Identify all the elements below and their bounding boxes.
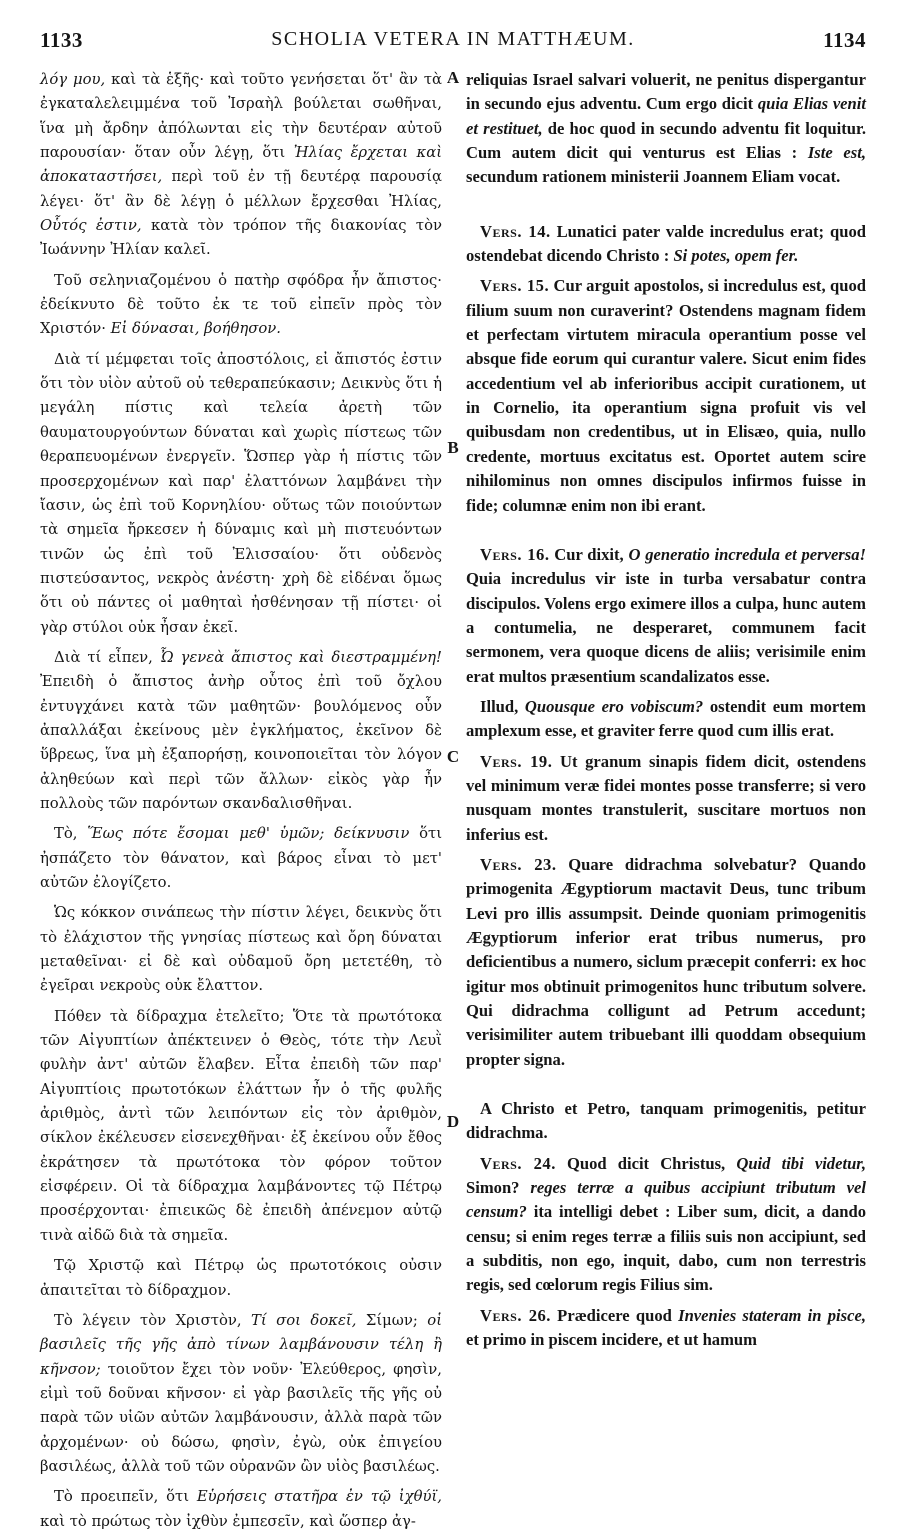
verse-label: Vers. 16. (480, 544, 550, 564)
greek-text: Σίμων; (356, 1311, 428, 1329)
greek-text: Τοῦ σεληνιαζομένου ὁ πατὴρ σφόδρα ἦν ἄπιστος· ἐδείκνυτο δὲ τοῦτο ἐκ τε τοῦ εἰπεῖν πρὸς τὸν Χριστόν· (40, 271, 442, 338)
greek-text: Τὸ, (54, 825, 88, 843)
latin-text: ita intelligi debet : Liber sum, dicit, a dando censu; si enim reges terræ a filiis suis non accipiunt, sed a subditis, non ego, inquit, dabo, cum non terrestris regis, sed cœlorum regis Filius sim. (466, 1202, 866, 1295)
greek-italic: Τί σοι δοκεῖ, (251, 1311, 357, 1329)
latin-text: et primo in piscem incidere, et ut hamum (466, 1330, 757, 1350)
latin-text: reliquias Israel salvari voluerit, ne penitus dispergantur in secundo ejus adventu. Cum ergo dicit (466, 70, 866, 114)
greek-column (40, 68, 442, 1534)
latin-text: Ut granum sinapis fidem dicit, ostendens vel minimum veræ fidei montes posse transferre; si vero nusquam montes transtulerit, suscitare mortuos non inferius est. (466, 751, 866, 844)
verse-label: Vers. 14. (480, 221, 551, 241)
latin-text: A Christo et Petro, tanquam primogenitis, petitur didrachma. (466, 1099, 866, 1143)
latin-paragraph (466, 1152, 866, 1298)
greek-italic: Ὦ γενεὰ ἄπιστος καὶ διεστραμμένη! (159, 648, 442, 666)
latin-text: Prædicere quod (550, 1305, 679, 1325)
page-number-left: 1133 (40, 28, 83, 52)
greek-text: Τὸ προειπεῖν, ὅτι (54, 1488, 197, 1506)
margin-marker-c: C (446, 747, 460, 766)
greek-text: κατὰ τὸν τρόπον τῆς διακονίας τὸν Ἰωάννην Ἠλίαν καλεῖ. (40, 217, 442, 259)
latin-paragraph (466, 1097, 866, 1146)
greek-italic: Οὗτός ἐστιν, (40, 217, 142, 235)
greek-italic: Ἠλίας ἔρχεται καὶ ἀποκαταστήσει, (40, 144, 442, 186)
greek-text: Διὰ τί μέμφεται τοῖς ἀποστόλοις, εἰ ἄπιστός ἐστιν ὅτι τὸν υἱὸν αὐτοῦ οὐ τεθεραπεύκασιν; Δεικνὺς ὅτι ἡ μεγάλη πίστις καὶ τελεία ἀρετὴ τῶν θαυματουργούντων δύναται καὶ χωρὶς πίστεως τῶν θεραπευομένων ἐνεργεῖν. Ὥσπερ γὰρ ἡ πίστις τῶν προσερχομένων καὶ παρ' ἐλαττόνων λαμβάνει τὴν ἴασιν, ὡς ἐπὶ τοῦ Κορνηλίου· οὕτως τῶν ποιούντων τὰ σημεῖα ἤρκεσεν ἡ δύναμις καὶ μὴ πιστευόντων τινῶν ὡς ἐπὶ τοῦ Ἐλισσαίου· ὅτι οὐδενὸς πιστεύσαντος, νεκρὸς ἀνέστη· χρὴ δὲ εἰδέναι ὅμως ὅτι οὐ πάντες οἱ μαθηταὶ ἠσθένησαν τῇ πίστει· οἱ γὰρ στύλοι οὐκ ἦσαν ἐκεῖ. (40, 350, 442, 636)
latin-italic: Invenies stateram in pisce, (678, 1305, 866, 1325)
latin-italic: Iste est, (807, 143, 867, 163)
greek-text: Πόθεν τὰ δίδραχμα ἐτελεῖτο; Ὅτε τὰ πρωτότοκα τῶν Αἰγυπτίων ἀπέκτεινεν ὁ Θεὸς, τότε τὴν Λευῒ φυλὴν ἀντ' αὐτῶν ἔλαβεν. Εἶτα ἐπειδὴ τῶν παρ' Αἰγυπτίοις πρωτοτόκων ἐλάττων ἦν ὁ τῆς φυλῆς ἀριθμὸς, ἀντὶ τῶν λειπόντων εἰς τὸν ἀριθμὸν, σίκλον ἐκέλευσεν εἰσενεχθῆναι· ἐξ ἐκείνου οὖν ἔθος ἐκράτησεν τὰ πρωτότοκα τὸν φόρον τοῦτον εἰσφέρειν. Οἱ τὰ δίδραχμα λαμβάνοντες τῷ Πέτρῳ προσέρχονται· ἐπιεικῶς δὲ ἐπειδὴ ἀπένεμον αὐτῷ τινὰ αἰδῶ διὰ τὰ σημεῖα. (40, 1007, 442, 1244)
greek-text: περὶ τοῦ ἐν τῇ δευτέρᾳ παρουσίᾳ λέγει· ὅτ' ἂν δὲ λέγῃ ὁ μέλλων ἔρχεσθαι Ἠλίας, (40, 168, 442, 210)
latin-italic: quia Elias venit et restituet, (466, 94, 866, 138)
greek-italic: Εὑρήσεις στατῆρα ἐν τῷ ἰχθύϊ, (196, 1488, 442, 1506)
greek-text: Ἐπειδὴ ὁ ἄπιστος ἀνὴρ οὗτος ἐπὶ τοῦ ὄχλου ἐντυγχάνει κατὰ τῶν μαθητῶν· βουλόμενος οὖν ἀπαλλάξαι ἐκείνους μὲν ἐγκλήματος, ἐκεῖνον δὲ ὕβρεως, ἵνα μὴ ἐξαπορήσῃ, κοινοποιεῖται τὸν λόγον ἀληθεύων καὶ περὶ τῶν ἄλλων· εἰκὸς γὰρ ἦν πολλοὺς τῶν παρόντων σκανδαλισθῆναι. (40, 673, 442, 812)
greek-paragraph (40, 1254, 442, 1303)
latin-text: Illud, (480, 696, 525, 716)
greek-italic: λόγ μου, (40, 71, 106, 88)
latin-paragraph (466, 750, 866, 847)
running-title: SCHOLIA VETERA IN MATTHÆUM. (271, 28, 635, 50)
latin-paragraph (466, 1304, 866, 1353)
latin-text: ostendit eum mortem amplexum esse, et graviter ferre quod cum illis erat. (466, 696, 866, 741)
greek-paragraph (40, 68, 442, 263)
latin-text: de hoc quod in secundo adventu fit loquitur. Cum autem dicit qui venturus est Elias : (466, 118, 866, 163)
latin-paragraph (466, 695, 866, 744)
verse-label: Vers. 26. (480, 1305, 551, 1325)
latin-text: Simon? (466, 1178, 531, 1198)
verse-label: Vers. 19. (480, 751, 553, 771)
greek-text: Διὰ τί εἶπεν, (54, 648, 160, 666)
greek-paragraph (40, 822, 442, 895)
verse-label: Vers. 23. (480, 854, 557, 874)
latin-italic: reges terræ a quibus accipiunt tributum vel censum? (466, 1178, 866, 1222)
latin-text: Cur arguit apostolos, si incredulus est, quod filium suum non curaverint? Ostendens magnam fidem et perfectam virtutem miracula operantium posse vel absque fide eorum qui curantur valere. Sicut enim fides accedentium vel ab inferioribus accipit curationem, ut in Cornelio, ita operantium signa profuit vis vel quibusdam non credentibus, ut in Elisæo, quia, nullo credente, mortuus excitatus est. Oportet autem scire nihilominus non omnes discipulos infirmos fuisse in fide; columnæ enim non ibi erant. (466, 276, 866, 515)
verse-label: Vers. 24. (480, 1153, 556, 1173)
greek-italic: Ἕως πότε ἔσομαι μεθ' ὑμῶν; δείκνυσιν (87, 825, 410, 843)
latin-text: Lunatici pater valde incredulus erat; quod ostendebat dicendo Christo : (466, 221, 866, 266)
margin-marker-d: D (446, 1112, 460, 1131)
verse-label: Vers. 15. (480, 276, 550, 296)
margin-marker-a: A (446, 68, 460, 87)
latin-paragraph (466, 68, 866, 190)
latin-italic: O generatio incredula et perversa! (628, 544, 866, 564)
latin-italic: Si potes, opem fer. (673, 246, 799, 266)
greek-paragraph (40, 348, 442, 640)
greek-paragraph (40, 901, 442, 998)
latin-paragraph (466, 853, 866, 1072)
latin-text: Cur dixit, (549, 544, 629, 564)
greek-paragraph (40, 646, 442, 816)
greek-paragraph (40, 1485, 442, 1534)
greek-paragraph (40, 269, 442, 342)
greek-paragraph (40, 1005, 442, 1248)
latin-text: Quia incredulus vir iste in turba versabatur contra discipulos. Volens ergo eximere illos a culpa, hunc autem a contumelia, ne desperaret, communem facit sermonem, vera quoque dicens de aliis; verisimile enim erat multos præsentium scandalizatos esse. (466, 569, 866, 686)
latin-text: Quare didrachma solvebatur? Quando primogenita Ægyptiorum mactavit Deus, tunc tribum Levi pro illis assumpsit. Deinde quoniam primogenitis Ægyptiorum inferior erat tribus numerus, pro deficientibus a numero, siclum præcepit conferri: ex hoc igitur mos obtinuit primogenitos hunc tributum solvere. Qui didrachma colligunt ad Petrum accedunt; verisimiliter autem tribuebant illi quoddam obsequium propter signa. (466, 854, 866, 1069)
latin-text: Quod dicit Christus, (555, 1153, 737, 1173)
greek-italic: οἱ βασιλεῖς τῆς γῆς ἀπὸ τίνων λαμβάνουσιν τέλη ἢ κῆνσον; (40, 1311, 442, 1378)
greek-text: Τῷ Χριστῷ καὶ Πέτρῳ ὡς πρωτοτόκοις οὐσιν ἀπαιτεῖται τὸ δίδραχμον. (40, 1257, 442, 1299)
greek-paragraph (40, 1309, 442, 1479)
latin-paragraph (466, 274, 866, 517)
latin-text: secundum rationem ministerii Joannem Eliam vocat. (466, 167, 841, 187)
page-header (40, 28, 866, 62)
latin-paragraph (466, 220, 866, 269)
greek-text: καὶ τὸ πρώτως τὸν ἰχθὺν ἐμπεσεῖν, καὶ ὥσπερ ἀγ- (40, 1512, 416, 1530)
greek-text: ὅτι ἠσπάζετο τὸν θάνατον, καὶ βάρος εἶναι τὸ μετ' αὐτῶν ἐλογίζετο. (40, 825, 443, 891)
greek-text: τοιοῦτον ἔχει τὸν νοῦν· Ἐλεύθερος, φησὶν, εἰμὶ τοῦ δοῦναι κῆνσον· εἰ γὰρ βασιλεῖς τῆς γῆς οὐ παρὰ τῶν υἱῶν αὐτῶν λαμβάνουσιν, ἀλλὰ παρὰ τῶν ἀρχομένων· οὐ δώσω, φησὶν, ἐγὼ, οὐκ ἐπιγείου βασιλέως, ἀλλὰ τοῦ τῶν οὐρανῶν ὢν υἱὸς βασιλέως. (40, 1360, 442, 1475)
latin-italic: Quousque ero vobiscum? (524, 696, 704, 716)
latin-paragraph (466, 543, 866, 689)
page-number-right: 1134 (823, 28, 866, 52)
latin-italic: Quid tibi videtur, (736, 1153, 866, 1173)
greek-text: Τὸ λέγειν τὸν Χριστὸν, (54, 1311, 252, 1329)
greek-text: καὶ τὰ ἑξῆς· καὶ τοῦτο γενήσεται ὅτ' ἂν τὰ ἐγκαταλελειμμένα τοῦ Ἰσραὴλ βούλεται σωθῆναι, ἵνα μὴ ἄρδην ἀπόλωνται εἰς τὴν δευτέραν αὐτοῦ παρουσίαν· ὅταν οὖν λέγῃ, ὅτι (40, 71, 442, 162)
greek-italic: Εἰ δύνασαι, βοήθησον. (110, 320, 281, 338)
latin-column (466, 68, 866, 1353)
margin-marker-b: B (447, 438, 459, 457)
greek-text: Ὡς κόκκον σινάπεως τὴν πίστιν λέγει, δεικνὺς ὅτι τὸ ἐλάχιστον τῆς γνησίας πίστεως καὶ ὄρη δύναται μεταθεῖναι· εἰ δὲ καὶ οὐδαμοῦ ὄρη μετετέθη, τὸ ἐγεῖραι νεκροὺς οὐκ ἔλαττον. (40, 904, 442, 995)
